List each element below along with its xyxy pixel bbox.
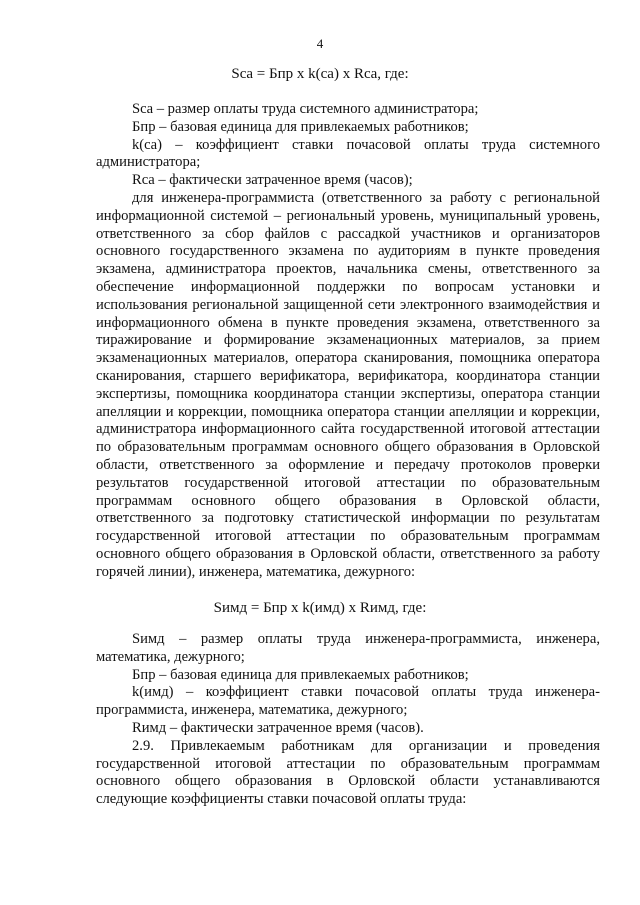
definition-k-ca: k(ca) – коэффициент ставки почасовой оплаты труда системного администратора; <box>96 136 600 171</box>
definition-sca: Sca – размер оплаты труда системного администратора; <box>132 101 479 117</box>
definition-rimd: Rимд – фактически затраченное время (часов). <box>132 719 424 736</box>
page-number: 4 <box>316 36 324 51</box>
clause-2-9: 2.9. Привлекаемым работникам для организации и проведения государственной итоговой аттестации по образовательным программам основного общего образования в Орловской области устанавливаются следующие коэффициенты ставки почасовой оплаты труда: <box>96 737 600 808</box>
definition-rca: Rca – фактически затраченное время (часов); <box>132 172 413 189</box>
definitions-simd <box>96 631 600 809</box>
definition-bpr-2: Бпр – базовая единица для привлекаемых работников; <box>132 666 469 683</box>
definitions-sca <box>96 101 600 582</box>
definition-k-imd: k(имд) – коэффициент ставки почасовой оплаты труда инженера-программиста, инженера, математика, дежурного; <box>96 684 600 719</box>
formula-sca: Sca = Бпр x k(ca) x Rca, где: <box>231 66 409 82</box>
engineer-programmer-paragraph: для инженера-программиста (ответственного за работу с региональной информационной системой – региональный уровень, муниципальный уровень, ответственного за сбор файлов с рассадкой участников и организаторов основного государственного экзамена по аудиториям в пункте проведения экзамена, администратора проектов, начальника смены, ответственного за обеспечение информационной поддержки по вопросам установки и использования региональной защищенной сети электронного взаимодействия и информационного обмена в пункте проведения экзамена, ответственного за тиражирование и формирование экзаменационных материалов, за прием экзаменационных материалов, оператора сканирования, помощника оператора сканирования, старшего верификатора, верификатора, координатора станции экспертизы, помощника координатора станции экспертизы, оператора станции апелляции и коррекции, помощника оператора станции апелляции и коррекции, администратора информационного сайта государственной итоговой аттестации по образовательным программам основного общего образования в Орловской области, ответственного за оформление и передачу протоколов проверки результатов государственной итоговой аттестации по образовательным программам основного общего образования в Орловской области, ответственного за подготовку статистической информации по результатам государственной итоговой аттестации по образовательным программам основного общего образования в Орловской области, ответственного за работу горячей линии), инженера, математика, дежурного: <box>96 189 600 580</box>
definition-simd: Sимд – размер оплаты труда инженера-программиста, инженера, математика, дежурного; <box>96 631 600 665</box>
formula-simd: Sимд = Бпр x k(имд) x Rимд, где: <box>213 600 427 616</box>
definition-bpr: Бпр – базовая единица для привлекаемых работников; <box>132 118 469 135</box>
